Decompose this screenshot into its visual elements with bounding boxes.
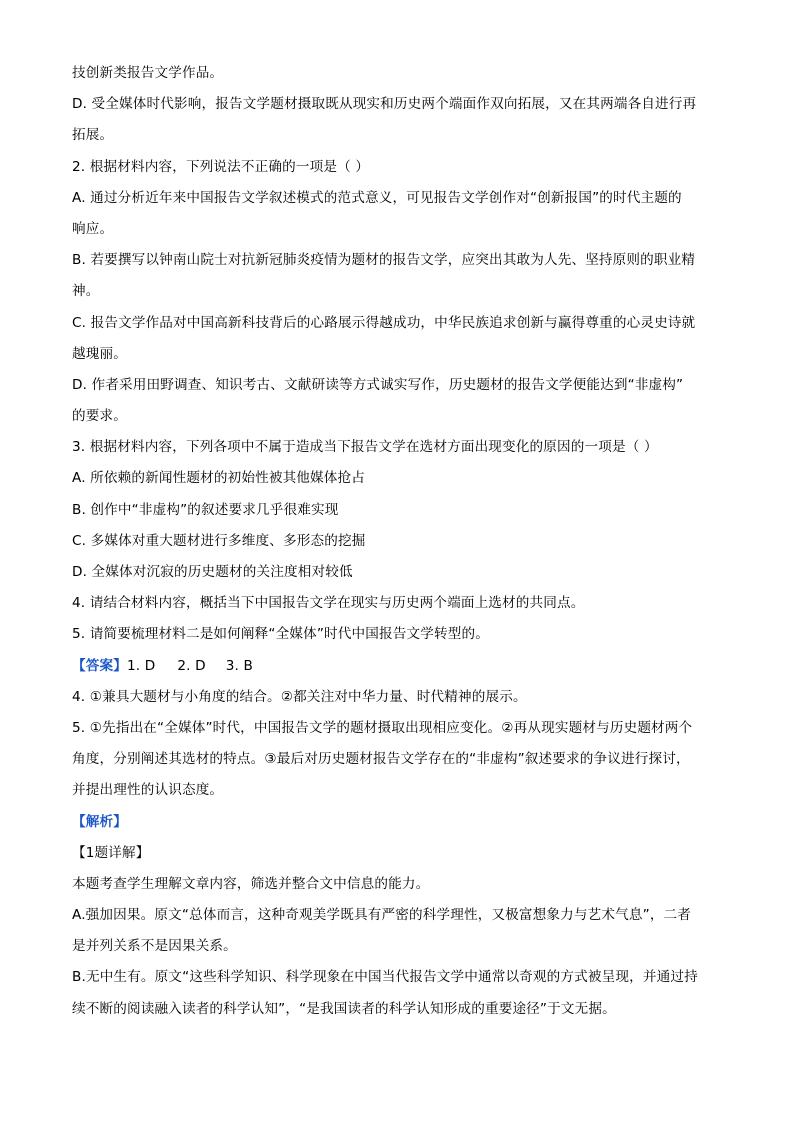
detail-text: B.无中生有。原文“这些科学知识、科学现象在中国当代报告文学中通常以奇观的方式被呈现，并通过持 [72,969,698,986]
question-2: 2. 根据材料内容，下列说法不正确的一项是（ ） [72,158,370,175]
detail-text: A.强加因果。原文“总体而言，这种奇观美学既具有严密的科学理性，又极富想象力与艺术气息”，二者 [72,907,692,924]
text-line: D. 受全媒体时代影响，报告文学题材摄取既从现实和历史两个端面作双向拓展，又在其两端各自进行再 [72,96,697,113]
detail-text: 续不断的阅读融入读者的科学认知”，“是我国读者的科学认知形成的重要途径”于文无据。 [72,1000,616,1017]
detail-text: 是并列关系不是因果关系。 [72,938,237,955]
answer-label: 【答案】 [72,657,127,674]
answer-text: 4. ①兼具大题材与小角度的结合。②都关注对中华力量、时代精神的展示。 [72,688,527,705]
answer-2: 2. D [177,657,206,674]
option-line: B. 若要撰写以钟南山院士对抗新冠肺炎疫情为题材的报告文学，应突出其敢为人先、坚持原则的职业精 [72,252,696,269]
text-line: 技创新类报告文学作品。 [72,65,224,81]
answer-line [72,656,722,676]
option-line: B. 创作中“非虚构”的叙述要求几乎很难实现 [72,501,339,518]
option-line: 神。 [72,283,100,300]
answer-1: 1. D [126,657,156,674]
analysis-label: 【解析】 [72,813,127,830]
document-page [72,63,722,1030]
option-line: A. 通过分析近年来中国报告文学叙述模式的范式意义，可见报告文学创作对“创新报国”的时代主题的 [72,189,682,206]
option-line: C. 报告文学作品对中国高新科技背后的心路展示得越成功，中华民族追求创新与赢得尊重的心灵史诗就 [72,314,696,331]
answer-3: 3. B [225,657,253,674]
option-line: A. 所依赖的新闻性题材的初始性被其他媒体抢占 [72,470,366,487]
question-3: 3. 根据材料内容，下列各项中不属于造成当下报告文学在选材方面出现变化的原因的一项是（ ） [72,439,658,456]
detail-text: 本题考查学生理解文章内容，筛选并整合文中信息的能力。 [72,875,430,892]
option-line: D. 全媒体对沉寂的历史题材的关注度相对较低 [72,564,353,580]
detail-heading: 【1题详解】 [72,844,150,861]
option-line: 响应。 [72,220,114,237]
answer-text: 角度，分别阐述其选材的特点。③最后对历史题材报告文学存在的“非虚构”叙述要求的争议进行探讨， [72,751,690,768]
option-line: 越瑰丽。 [72,345,127,362]
option-line: 的要求。 [72,408,127,425]
answer-text: 5. ①先指出在“全媒体”时代，中国报告文学的题材摄取出现相应变化。②再从现实题材与历史题材两个 [72,719,693,736]
option-line: D. 作者采用田野调查、知识考古、文献研读等方式诚实写作，历史题材的报告文学便能达到“非虚构” [72,376,684,393]
text-line: 拓展。 [72,127,114,144]
analysis-line [72,812,722,832]
question-5: 5. 请简要梳理材料二是如何阐释“全媒体”时代中国报告文学转型的。 [72,626,489,643]
option-line: C. 多媒体对重大题材进行多维度、多形态的挖掘 [72,532,366,549]
answer-text: 并提出理性的认识态度。 [72,782,224,799]
question-4: 4. 请结合材料内容，概括当下中国报告文学在现实与历史两个端面上选材的共同点。 [72,595,585,612]
